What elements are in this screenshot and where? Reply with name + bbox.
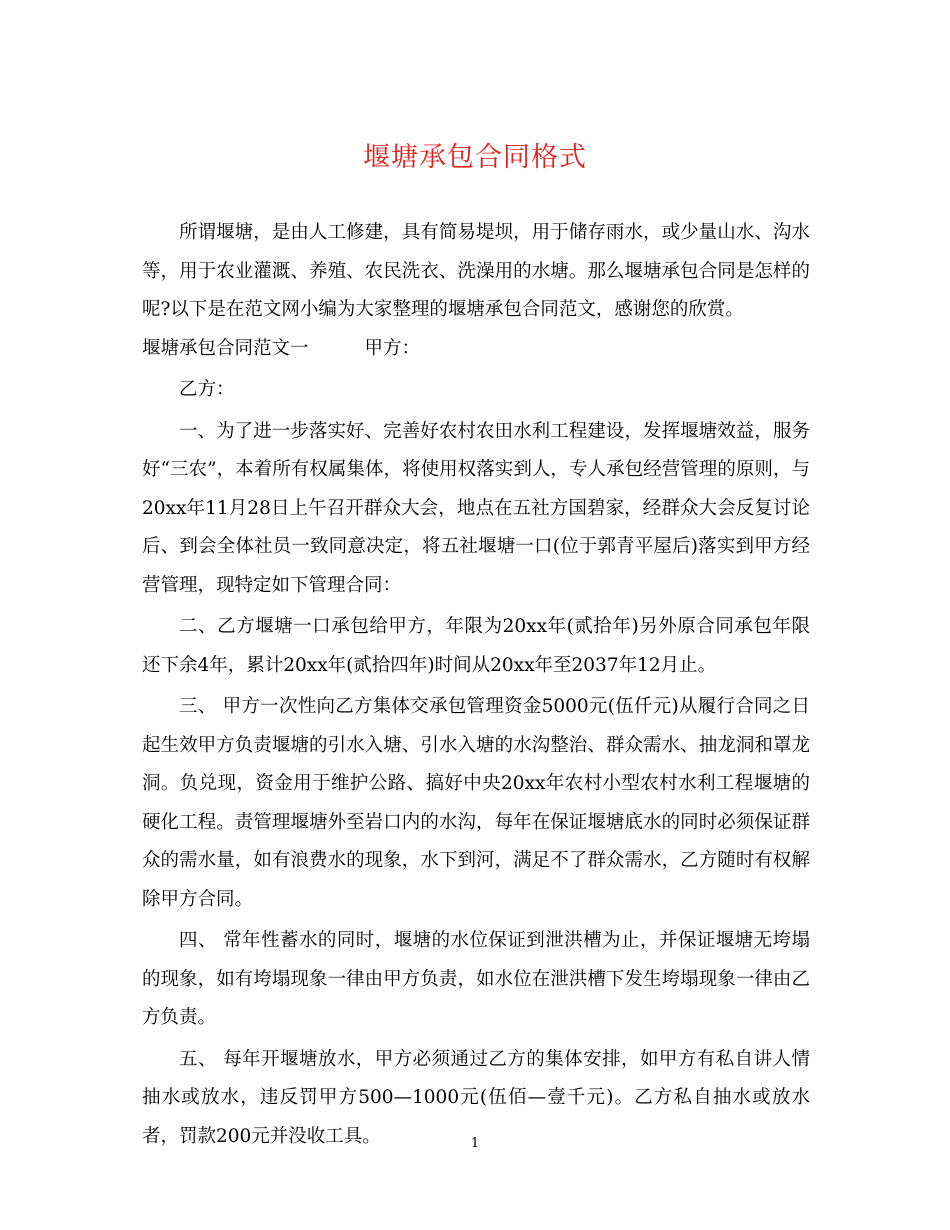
intro-paragraph: 所谓堰塘，是由人工修建，具有简易堤坝，用于储存雨水，或少量山水、沟水等，用于农业灌溉、养殖、农民洗衣、洗澡用的水塘。那么堰塘承包合同是怎样的呢?以下是在范文网小编为大家整理的堰塘承包合同范文，感谢您的欣赏。: [142, 222, 810, 320]
clause-4: 四、 常年性蓄水的同时，堰塘的水位保证到泄洪槽为止，并保证堰塘无垮塌的现象，如有垮塌现象一律由甲方负责，如水位在泄洪槽下发生垮塌现象一律由乙方负责。: [142, 930, 810, 1028]
sample-heading: 堰塘承包合同范文一: [142, 337, 309, 359]
page-number: 1: [470, 1136, 480, 1151]
clause-1: 一、为了进一步落实好、完善好农村农田水利工程建设，发挥堰塘效益，服务好“三农”，本着所有权属集体，将使用权落实到人，专人承包经营管理的原则，与20xx年11月28日上午召开群众大会，地点在五社方国碧家，经群众大会反复讨论后、到会全体社员一致同意决定，将五社堰塘一口(位于郭青平屋后)落实到甲方经营管理，现特定如下管理合同：: [142, 420, 810, 596]
party-b-label: 乙方：: [179, 379, 235, 400]
party-a-label: 甲方：: [364, 337, 421, 359]
sample-heading-row: [142, 330, 810, 369]
clause-5: 五、 每年开堰塘放水，甲方必须通过乙方的集体安排，如甲方有私自讲人情抽水或放水，违反罚甲方500—1000元(伍佰—壹千元)。乙方私自抽水或放水者，罚款200元并没收工具。: [142, 1048, 810, 1147]
clause-2: 二、乙方堰塘一口承包给甲方，年限为20xx年(贰拾年)另外原合同承包年限还下余4年，累计20xx年(贰拾四年)时间从20xx年至2037年12月止。: [142, 616, 810, 676]
document-body: [142, 214, 810, 1156]
document-title: 堰塘承包合同格式: [363, 142, 587, 173]
clause-3: 三、 甲方一次性向乙方集体交承包管理资金5000元(伍仟元)从履行合同之日起生效甲方负责堰塘的引水入塘、引水入塘的水沟整治、群众需水、抽龙洞和罩龙洞。负兑现，资金用于维护公路、搞好中央20xx年农村小型农村水利工程堰塘的硬化工程。责管理堰塘外至岩口内的水沟，每年在保证堰塘底水的同时必须保证群众的需水量，如有浪费水的现象，水下到河，满足不了群众需水，乙方随时有权解除甲方合同。: [142, 696, 810, 910]
